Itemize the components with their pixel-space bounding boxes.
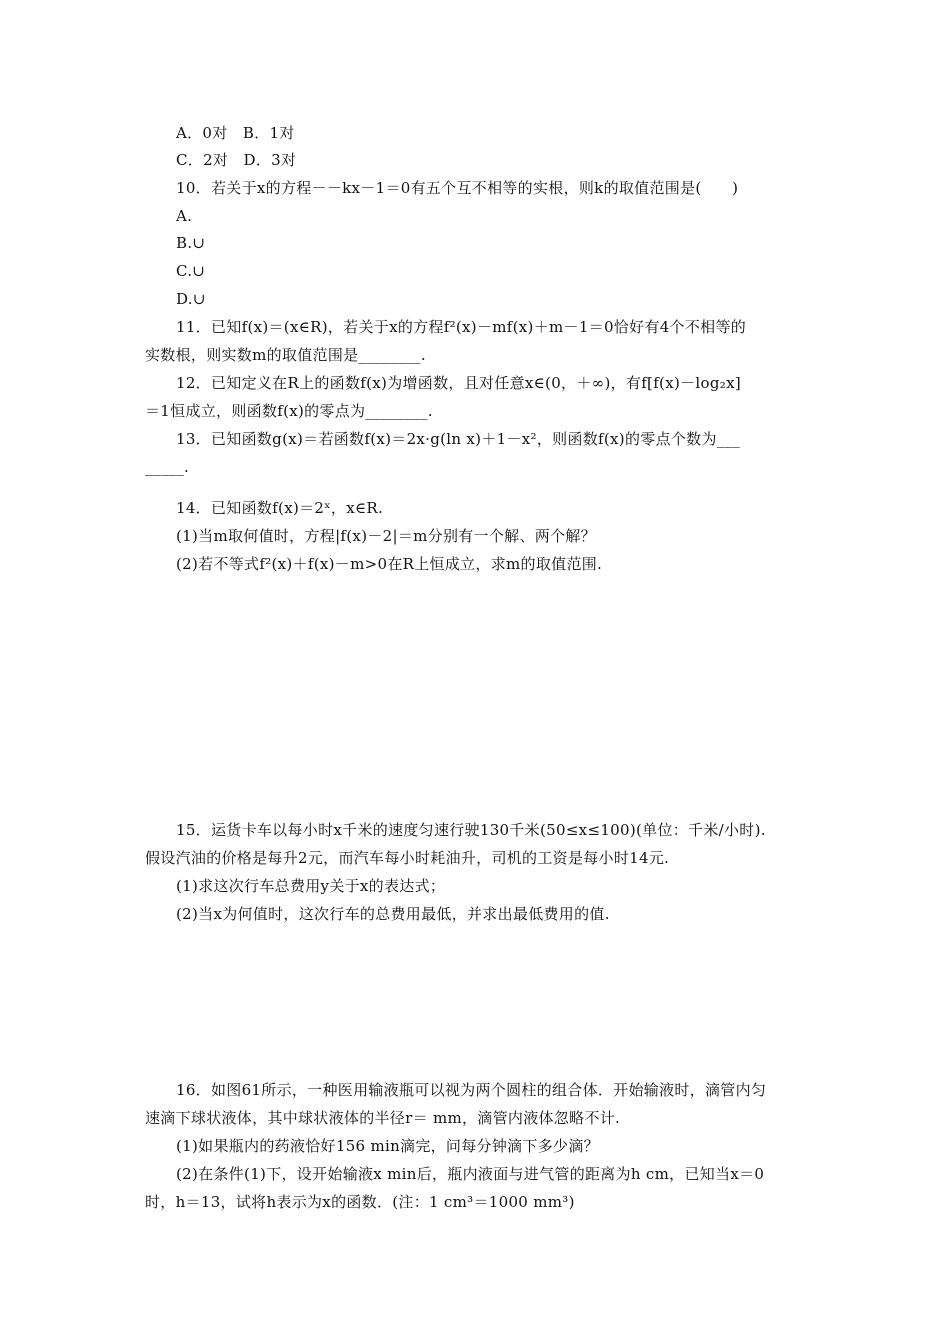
q15-line2: 假设汽油的价格是每升2元，而汽车每小时耗油升，司机的工资是每小时14元. (145, 849, 670, 867)
q12-line2: ＝1恒成立，则函数f(x)的零点为________. (145, 402, 433, 420)
q9-options-ab: A．0对 B．1对 (176, 124, 295, 142)
q15-line1: 15．运货卡车以每小时x千米的速度匀速行驶130千米(50≤x≤100)(单位：千米/小时). (176, 821, 766, 839)
q11-line2: 实数根，则实数m的取值范围是________. (145, 346, 426, 364)
q15-part1: (1)求这次行车总费用y关于x的表达式； (176, 877, 446, 895)
q14-stem: 14．已知函数f(x)＝2ˣ，x∈R. (176, 499, 384, 517)
q16-part1: (1)如果瓶内的药液恰好156 min滴完，问每分钟滴下多少滴？ (176, 1137, 599, 1155)
q16-part2-line2: 时，h＝13，试将h表示为x的函数．(注：1 cm³＝1000 mm³) (145, 1193, 575, 1211)
q10-stem: 10．若关于x的方程－－kx－1＝0有五个互不相等的实根，则k的取值范围是( ) (176, 179, 739, 197)
q11-line1: 11．已知f(x)＝(x∈R)，若关于x的方程f²(x)－mf(x)＋m－1＝0恰好有4个不相等的 (176, 318, 747, 336)
q10-option-a: A. (176, 207, 193, 225)
q9-options-cd: C．2对 D．3对 (176, 151, 297, 169)
q13-line2: _____. (145, 458, 190, 476)
q14-part2: (2)若不等式f²(x)＋f(x)－m>0在R上恒成立，求m的取值范围. (176, 555, 603, 573)
q16-part2-line1: (2)在条件(1)下，设开始输液x min后，瓶内液面与进气管的距离为h cm，已知当x＝0 (176, 1165, 765, 1183)
q16-line2: 速滴下球状液体，其中球状液体的半径r＝ mm，滴管内液体忽略不计. (145, 1109, 621, 1127)
q10-option-c: C.∪ (176, 262, 206, 280)
q12-line1: 12．已知定义在R上的函数f(x)为增函数，且对任意x∈(0，＋∞)，有f[f(x)－log₂x] (176, 374, 741, 392)
q14-part1: (1)当m取何值时，方程|f(x)－2|＝m分别有一个解、两个解？ (176, 527, 596, 545)
q10-option-b: B.∪ (176, 234, 206, 252)
q16-line1: 16．如图61所示，一种医用输液瓶可以视为两个圆柱的组合体．开始输液时，滴管内匀 (176, 1081, 767, 1099)
q10-option-d: D.∪ (176, 290, 206, 308)
q13-line1: 13．已知函数g(x)＝若函数f(x)＝2x·g(ln x)＋1－x²，则函数f(x)的零点个数为___ (176, 430, 741, 448)
q15-part2: (2)当x为何值时，这次行车的总费用最低，并求出最低费用的值. (176, 905, 610, 923)
